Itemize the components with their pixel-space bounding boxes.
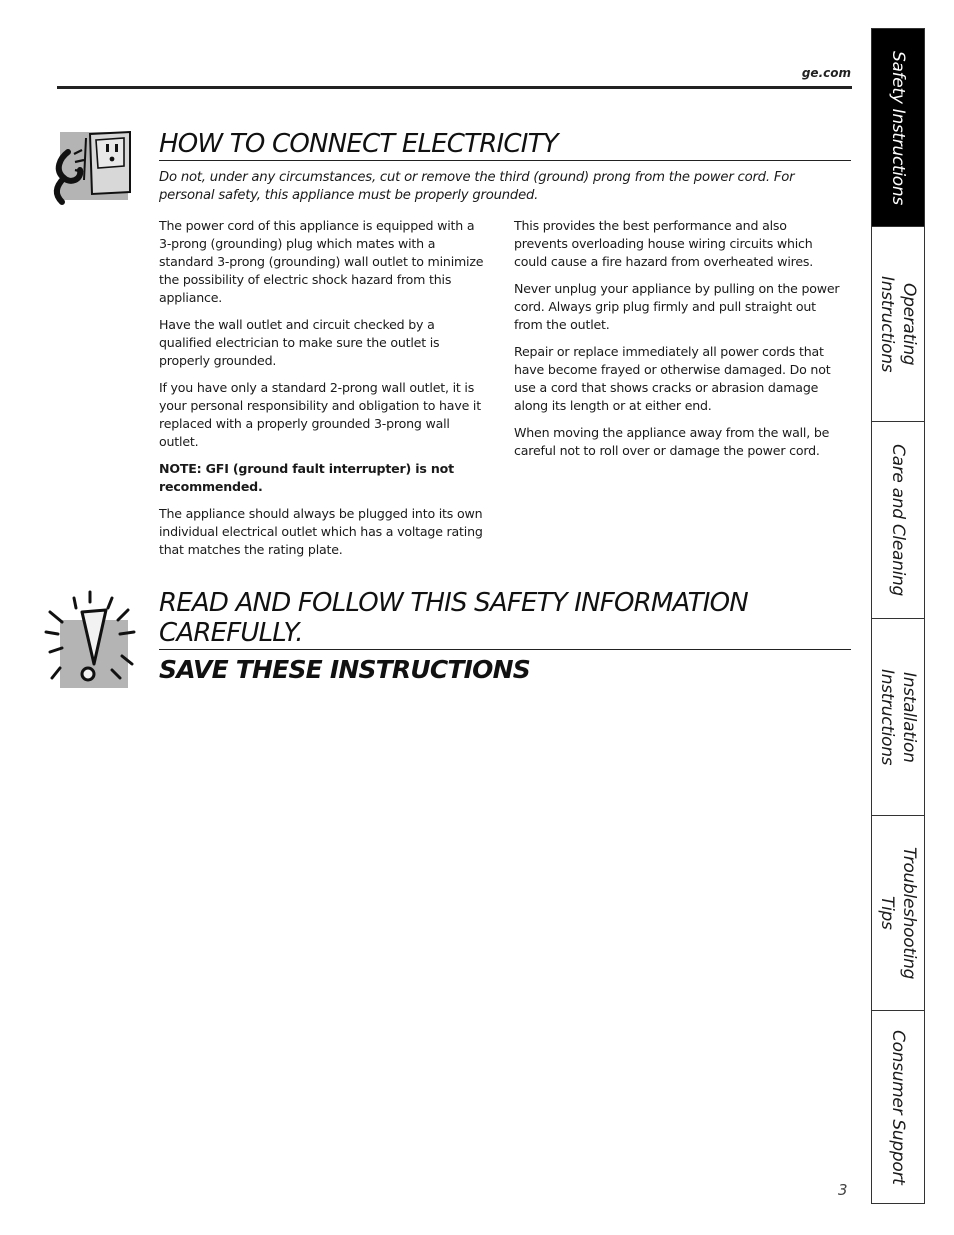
note-gfi: NOTE: GFI (ground fault interrupter) is not recommended. bbox=[159, 461, 454, 494]
tab-care-and-cleaning[interactable] bbox=[872, 422, 924, 619]
section-rule bbox=[159, 160, 851, 161]
tab-label: Installation Instructions bbox=[877, 668, 919, 766]
site-url: ge.com bbox=[801, 66, 851, 80]
tab-label: Troubleshooting Tips bbox=[877, 846, 919, 980]
tab-label: Operating Instructions bbox=[877, 275, 919, 373]
side-tab-nav bbox=[871, 28, 925, 1204]
paragraph-outlet-check: Have the wall outlet and circuit checked by a qualified electrician to make sure the outlet is properly grounded. bbox=[159, 317, 440, 368]
page-number: 3 bbox=[838, 1181, 848, 1199]
tab-label: Safety Instructions bbox=[888, 50, 908, 205]
save-instructions-heading: SAVE THESE INSTRUCTIONS bbox=[159, 655, 530, 684]
paragraph-moving-appliance: When moving the appliance away from the wall, be careful not to roll over or damage the power cord. bbox=[514, 425, 830, 458]
paragraph-individual-outlet: The appliance should always be plugged into its own individual electrical outlet which has a voltage rating that matches the rating plate. bbox=[159, 506, 483, 557]
paragraph-never-unplug: Never unplug your appliance by pulling on the power cord. Always grip plug firmly and pull straight out from the outlet. bbox=[514, 281, 840, 332]
right-column bbox=[514, 217, 844, 469]
section-title-read-follow: READ AND FOLLOW THIS SAFETY INFORMATION CAREFULLY. bbox=[159, 588, 748, 648]
tab-installation-instructions[interactable] bbox=[872, 619, 924, 816]
warning-intro: Do not, under any circumstances, cut or remove the third (ground) prong from the power cord. For personal safety, this appliance must be properly grounded. bbox=[159, 170, 795, 203]
tab-safety-instructions[interactable] bbox=[872, 29, 924, 227]
tab-label: Care and Cleaning bbox=[888, 444, 908, 596]
tab-consumer-support[interactable] bbox=[872, 1011, 924, 1203]
paragraph-power-cord: The power cord of this appliance is equipped with a 3-prong (grounding) plug which mates with a standard 3-prong (grounding) wall outlet to minimize the possibility of electric shock hazard from this appliance. bbox=[159, 218, 484, 305]
plug-outlet-icon bbox=[60, 132, 128, 200]
tab-troubleshooting-tips[interactable] bbox=[872, 816, 924, 1011]
left-column bbox=[159, 217, 489, 568]
paragraph-two-prong: If you have only a standard 2-prong wall outlet, it is your personal responsibility and obligation to have it replaced with a properly grounded 3-prong wall outlet. bbox=[159, 380, 481, 449]
header-rule bbox=[57, 86, 852, 89]
section-rule bbox=[159, 649, 851, 650]
tab-label: Consumer Support bbox=[888, 1029, 908, 1185]
warning-exclamation-icon bbox=[60, 620, 128, 688]
paragraph-repair-cords: Repair or replace immediately all power cords that have become frayed or otherwise damaged. Do not use a cord that shows cracks or abrasion damage along its length or at either end. bbox=[514, 344, 831, 413]
tab-operating-instructions[interactable] bbox=[872, 227, 924, 422]
paragraph-performance: This provides the best performance and also prevents overloading house wiring circuits which could cause a fire hazard from overheated wires. bbox=[514, 218, 814, 269]
section-title-connect-electricity: HOW TO CONNECT ELECTRICITY bbox=[159, 129, 558, 159]
